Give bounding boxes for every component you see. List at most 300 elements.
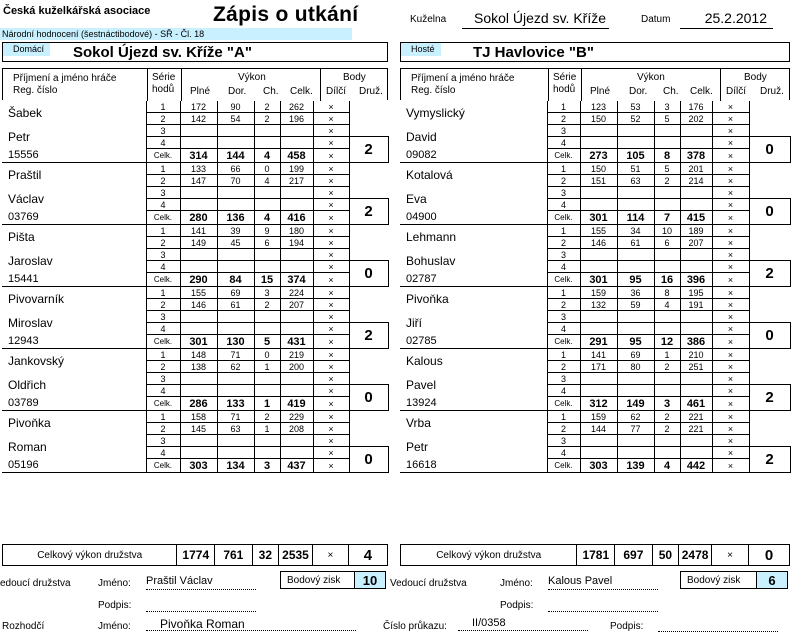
cell-ch: 0	[254, 163, 280, 175]
home-players-table	[2, 101, 389, 473]
cell-dor: 62	[617, 411, 654, 423]
points-spacer	[749, 349, 790, 385]
player-reg-number: 02787	[400, 273, 547, 287]
cell-celk: 210	[680, 349, 712, 361]
cell-plne: 148	[180, 349, 217, 361]
cell-ch	[654, 249, 680, 261]
cell-celk	[680, 249, 712, 261]
home-leader-name-label: Jméno:	[98, 578, 131, 589]
cell-ch	[254, 311, 280, 323]
home-team-box	[2, 42, 388, 62]
cell-plne	[180, 199, 217, 211]
cell-dor	[617, 137, 654, 149]
cell-dor: 51	[617, 163, 654, 175]
home-bodovy-zisk	[280, 571, 386, 589]
table-row	[2, 187, 388, 199]
cell-plne: 159	[580, 411, 617, 423]
cell-celk: 419	[280, 397, 313, 411]
cell-ch: 5	[654, 113, 680, 125]
total-plne: 1781	[577, 545, 615, 566]
series-number: 3	[146, 187, 180, 199]
referee-signature-label: Podpis:	[610, 621, 644, 632]
dilci-x: ×	[712, 187, 749, 199]
cell-ch	[654, 261, 680, 273]
series-number: 1	[146, 225, 180, 237]
cell-dor	[617, 447, 654, 459]
dilci-x: ×	[313, 237, 349, 249]
player-points: 2	[749, 447, 790, 473]
cell-celk: 196	[280, 113, 313, 125]
table-row	[400, 149, 790, 163]
player-reg-number: 03789	[2, 397, 146, 411]
cell-plne: 314	[180, 149, 217, 163]
team-points: 0	[749, 545, 790, 566]
cell-celk: 416	[280, 211, 313, 225]
cell-plne	[580, 249, 617, 261]
cell-plne: 141	[180, 225, 217, 237]
series-number: Celk.	[146, 273, 180, 287]
dilci-x: ×	[313, 261, 349, 273]
cell-ch: 2	[254, 299, 280, 311]
organization-name: Česká kuželkářská asociace	[3, 5, 151, 17]
cell-celk	[280, 373, 313, 385]
cell-plne	[180, 435, 217, 447]
cell-ch: 4	[654, 459, 680, 473]
cell-celk: 442	[680, 459, 712, 473]
cell-dor	[217, 187, 254, 199]
points-spacer	[749, 411, 790, 447]
player-surname: Vrba	[406, 415, 431, 430]
table-row	[400, 163, 790, 175]
series-number: 2	[146, 113, 180, 125]
series-number: Celk.	[146, 397, 180, 411]
col-series-label-2: hodů	[553, 84, 576, 95]
cell-ch: 1	[254, 423, 280, 435]
player-points: 0	[349, 261, 388, 287]
cell-celk: 202	[680, 113, 712, 125]
cell-plne: 150	[580, 113, 617, 125]
player-firstname: Miroslav	[8, 315, 53, 330]
cell-celk: 262	[280, 101, 313, 113]
cell-dor: 144	[217, 149, 254, 163]
cell-celk: 208	[280, 423, 313, 435]
player-firstname: Roman	[8, 439, 47, 454]
cell-dor: 133	[217, 397, 254, 411]
cell-plne: 303	[580, 459, 617, 473]
bodovy-label: Bodový zisk	[687, 575, 741, 586]
cell-plne: 273	[580, 149, 617, 163]
cell-celk	[680, 385, 712, 397]
player-firstname: Václav	[8, 191, 45, 206]
cell-plne: 149	[180, 237, 217, 249]
col-perf-label: Výkon	[637, 72, 665, 83]
table-row	[2, 459, 388, 473]
cell-celk: 221	[680, 411, 712, 423]
dilci-x: ×	[313, 175, 349, 187]
away-signature-label: Podpis:	[500, 600, 534, 611]
cell-dor: 69	[217, 287, 254, 299]
col-plne-label: Plné	[590, 86, 611, 97]
cell-ch	[654, 435, 680, 447]
home-column-header	[2, 68, 388, 100]
table-row	[2, 101, 388, 113]
cell-plne	[180, 125, 217, 137]
table-row	[400, 249, 790, 261]
cell-plne	[580, 447, 617, 459]
player-reg-number: 03769	[2, 211, 146, 225]
cell-dor: 149	[617, 397, 654, 411]
cell-ch: 2	[654, 361, 680, 373]
table-row	[400, 211, 790, 225]
cell-ch: 15	[254, 273, 280, 287]
col-plne-label: Plné	[190, 86, 211, 97]
cell-ch: 4	[254, 149, 280, 163]
series-number: 3	[146, 311, 180, 323]
cell-dor	[617, 249, 654, 261]
series-number: 1	[547, 163, 580, 175]
cell-plne: 150	[580, 163, 617, 175]
col-reg-label: Reg. číslo	[411, 85, 456, 96]
cell-plne	[180, 311, 217, 323]
cell-dor	[617, 187, 654, 199]
col-perf-label: Výkon	[238, 72, 266, 83]
cell-dor: 80	[617, 361, 654, 373]
cell-plne: 290	[180, 273, 217, 287]
cell-plne: 144	[580, 423, 617, 435]
points-spacer	[749, 163, 790, 199]
cell-celk: 201	[680, 163, 712, 175]
home-signature-line	[146, 597, 256, 612]
col-ch-label: Ch.	[663, 86, 679, 97]
cell-dor	[617, 199, 654, 211]
table-row	[2, 149, 388, 163]
series-number: 1	[146, 349, 180, 361]
col-series-label: Série	[553, 72, 577, 83]
dilci-x: ×	[313, 125, 349, 137]
cell-celk	[280, 187, 313, 199]
venue-label: Kuželna	[410, 14, 447, 25]
points-spacer	[349, 225, 388, 261]
cell-celk	[280, 125, 313, 137]
series-number: Celk.	[547, 335, 580, 349]
cell-plne: 138	[180, 361, 217, 373]
dilci-x: ×	[313, 459, 349, 473]
table-row	[2, 349, 388, 361]
player-points: 2	[749, 385, 790, 411]
cell-plne: 291	[580, 335, 617, 349]
player-firstname: Eva	[406, 191, 427, 206]
cell-ch	[254, 199, 280, 211]
home-role-label: Domácí	[3, 43, 50, 56]
player-points: 0	[349, 447, 388, 473]
cell-celk: 224	[280, 287, 313, 299]
series-number: 2	[146, 237, 180, 249]
cell-celk: 461	[680, 397, 712, 411]
home-leader-label: edoucí družstva	[0, 578, 71, 589]
date-label: Datum	[641, 14, 671, 25]
dilci-x: ×	[712, 199, 749, 211]
cell-plne: 141	[580, 349, 617, 361]
series-number: 2	[146, 361, 180, 373]
dilci-x: ×	[712, 113, 749, 125]
series-number: 3	[146, 249, 180, 261]
dilci-x: ×	[712, 459, 749, 473]
cell-ch: 0	[254, 349, 280, 361]
series-number: 1	[146, 101, 180, 113]
cell-ch	[654, 199, 680, 211]
player-points: 0	[749, 199, 790, 225]
cell-plne	[580, 261, 617, 273]
page-title: Zápis o utkání	[213, 3, 359, 26]
table-row	[2, 211, 388, 225]
cell-dor: 53	[617, 101, 654, 113]
col-name-label: Příjmení a jméno hráče	[13, 73, 117, 84]
cell-dor: 45	[217, 237, 254, 249]
dilci-x: ×	[712, 311, 749, 323]
player-surname: Pivoňka	[8, 415, 51, 430]
total-dor: 761	[215, 545, 252, 566]
cell-dor: 71	[217, 349, 254, 361]
series-number: 3	[547, 125, 580, 137]
referee-name-label: Jméno:	[98, 621, 131, 632]
player-firstname: Bohuslav	[406, 253, 456, 268]
cell-dor	[617, 311, 654, 323]
venue-value: Sokol Újezd sv. Kříže	[462, 10, 609, 29]
cell-ch: 3	[254, 459, 280, 473]
cell-celk	[280, 137, 313, 149]
dilci-x: ×	[313, 435, 349, 447]
cell-plne: 312	[580, 397, 617, 411]
cell-celk	[680, 261, 712, 273]
total-celk: 2535	[279, 545, 313, 566]
cell-plne	[580, 385, 617, 397]
table-row	[2, 225, 388, 237]
away-team-box	[400, 42, 790, 62]
table-row	[400, 411, 790, 423]
cell-ch: 2	[254, 101, 280, 113]
table-row	[2, 249, 388, 261]
cell-plne: 142	[180, 113, 217, 125]
dilci-x: ×	[712, 361, 749, 373]
dilci-x: ×	[313, 373, 349, 385]
cell-celk	[680, 311, 712, 323]
cell-dor: 52	[617, 113, 654, 125]
series-number: 4	[547, 447, 580, 459]
cell-ch	[654, 125, 680, 137]
away-bodovy-zisk	[680, 571, 788, 589]
col-dilci-label: Dílčí	[726, 86, 746, 97]
cell-ch: 2	[254, 113, 280, 125]
cell-celk: 207	[680, 237, 712, 249]
col-dor-label: Dor.	[228, 86, 247, 97]
series-number: 3	[146, 373, 180, 385]
col-celk-label: Celk.	[290, 86, 313, 97]
player-surname: Lehmann	[406, 229, 457, 244]
cell-plne: 286	[180, 397, 217, 411]
table-row	[400, 187, 790, 199]
cell-celk: 251	[680, 361, 712, 373]
col-dor-label: Dor.	[629, 86, 648, 97]
player-firstname: Pavel	[406, 377, 437, 392]
series-number: 4	[547, 385, 580, 397]
player-reg-number: 09082	[400, 149, 547, 163]
dilci-x: ×	[712, 249, 749, 261]
cell-celk	[680, 199, 712, 211]
player-points: 0	[749, 323, 790, 349]
dilci-x: ×	[712, 125, 749, 137]
series-number: 1	[146, 163, 180, 175]
cell-ch	[254, 137, 280, 149]
cell-ch: 9	[254, 225, 280, 237]
cell-plne: 301	[580, 211, 617, 225]
home-leader-name: Praštil Václav	[146, 575, 256, 590]
cell-ch	[254, 125, 280, 137]
player-points: 2	[349, 199, 388, 225]
cell-celk	[280, 435, 313, 447]
series-number: 2	[547, 423, 580, 435]
cell-ch: 7	[654, 211, 680, 225]
cell-ch: 5	[654, 163, 680, 175]
dilci-x: ×	[313, 397, 349, 411]
points-spacer	[749, 225, 790, 261]
cell-celk: 229	[280, 411, 313, 423]
cell-plne	[180, 373, 217, 385]
cell-celk	[280, 311, 313, 323]
dilci-x: ×	[313, 225, 349, 237]
cell-dor: 70	[217, 175, 254, 187]
cell-dor	[217, 373, 254, 385]
dilci-x: ×	[313, 385, 349, 397]
cell-celk: 214	[680, 175, 712, 187]
license-number: II/0358	[458, 617, 588, 631]
license-label: Číslo průkazu:	[383, 621, 447, 632]
cell-celk	[680, 187, 712, 199]
cell-celk: 221	[680, 423, 712, 435]
dilci-x: ×	[313, 149, 349, 163]
cell-ch: 1	[254, 361, 280, 373]
cell-ch	[254, 373, 280, 385]
dilci-x: ×	[712, 175, 749, 187]
table-row	[400, 125, 790, 137]
cell-ch: 12	[654, 335, 680, 349]
total-dilci-x: ×	[712, 545, 749, 566]
player-reg-number: 15441	[2, 273, 146, 287]
cell-celk	[280, 323, 313, 335]
away-column-header	[400, 68, 790, 100]
cell-ch	[654, 385, 680, 397]
series-number: Celk.	[146, 149, 180, 163]
dilci-x: ×	[712, 447, 749, 459]
series-number: Celk.	[547, 459, 580, 473]
dilci-x: ×	[712, 237, 749, 249]
table-row	[400, 225, 790, 237]
player-reg-number: 02785	[400, 335, 547, 349]
cell-dor: 71	[217, 411, 254, 423]
cell-celk: 217	[280, 175, 313, 187]
away-team-name: TJ Havlovice "B"	[473, 44, 594, 61]
table-row	[400, 373, 790, 385]
player-surname: Kalous	[406, 353, 443, 368]
cell-celk: 396	[680, 273, 712, 287]
cell-plne	[180, 323, 217, 335]
table-row	[400, 397, 790, 411]
cell-dor	[617, 125, 654, 137]
cell-dor: 66	[217, 163, 254, 175]
series-number: 4	[146, 199, 180, 211]
series-number: 1	[146, 287, 180, 299]
total-ch: 50	[652, 545, 679, 566]
home-team-name: Sokol Újezd sv. Kříže "A"	[73, 44, 252, 61]
cell-plne: 145	[180, 423, 217, 435]
cell-plne: 146	[180, 299, 217, 311]
dilci-x: ×	[712, 385, 749, 397]
series-number: Celk.	[547, 149, 580, 163]
competition-subtitle: Národní hodnocení (šestnáctibodové) - SŘ - Čl. 18	[0, 28, 352, 40]
cell-dor	[217, 435, 254, 447]
date-value: 25.2.2012	[680, 10, 773, 29]
player-reg-number: 12943	[2, 335, 146, 349]
series-number: 4	[547, 137, 580, 149]
cell-celk	[680, 323, 712, 335]
col-name-label: Příjmení a jméno hráče	[411, 73, 515, 84]
table-row	[2, 435, 388, 447]
cell-dor: 105	[617, 149, 654, 163]
cell-dor: 134	[217, 459, 254, 473]
col-series-label-2: hodů	[152, 84, 175, 95]
table-row	[2, 273, 388, 287]
total-dor: 697	[615, 545, 652, 566]
dilci-x: ×	[313, 101, 349, 113]
dilci-x: ×	[712, 149, 749, 163]
player-surname: Kotalová	[406, 167, 453, 182]
cell-celk: 191	[680, 299, 712, 311]
dilci-x: ×	[313, 311, 349, 323]
dilci-x: ×	[712, 163, 749, 175]
cell-celk: 199	[280, 163, 313, 175]
cell-plne: 151	[580, 175, 617, 187]
dilci-x: ×	[712, 411, 749, 423]
away-players-table	[400, 101, 791, 473]
away-leader-label: Vedoucí družstva	[390, 578, 467, 589]
table-row	[400, 273, 790, 287]
referee-signature-line	[658, 617, 778, 632]
cell-celk: 415	[680, 211, 712, 225]
player-points: 0	[349, 385, 388, 411]
cell-dor	[217, 249, 254, 261]
cell-dor: 54	[217, 113, 254, 125]
cell-dor: 114	[617, 211, 654, 225]
cell-ch: 4	[254, 175, 280, 187]
cell-ch: 4	[654, 299, 680, 311]
cell-plne: 301	[180, 335, 217, 349]
cell-celk	[680, 435, 712, 447]
series-number: 2	[547, 237, 580, 249]
cell-plne	[180, 385, 217, 397]
series-number: 4	[146, 323, 180, 335]
series-number: 2	[146, 423, 180, 435]
cell-plne	[180, 261, 217, 273]
cell-dor	[217, 311, 254, 323]
cell-plne: 146	[580, 237, 617, 249]
cell-plne	[580, 199, 617, 211]
cell-dor: 63	[617, 175, 654, 187]
cell-ch: 2	[654, 411, 680, 423]
series-number: 1	[547, 349, 580, 361]
referee-name: Pivoňka Roman	[146, 617, 356, 631]
dilci-x: ×	[712, 323, 749, 335]
player-surname: Pišta	[8, 229, 35, 244]
series-number: Celk.	[547, 397, 580, 411]
